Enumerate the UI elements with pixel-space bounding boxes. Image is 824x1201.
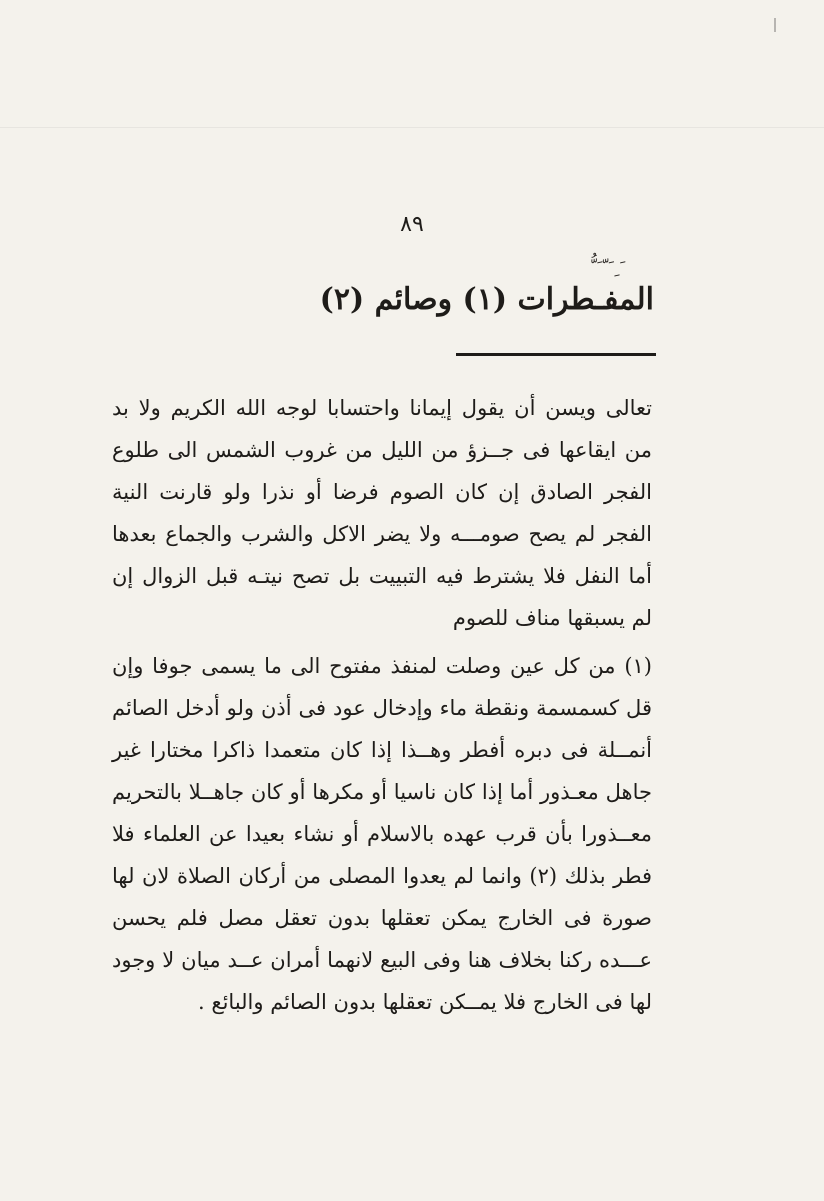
section-heading: المفـطرات (١) وصائم (٢) (319, 282, 654, 317)
edge-mark (774, 18, 776, 32)
footnote-paragraph: (١) من كل عين وصلت لمنفذ مفتوح الى ما يسمى جوفا وإن قل كسمسمة ونقطة ماء وإدخال عود فى أذن ولو أدخل الصائم أنمــلة فى دبره أفطر وهــذا إذا كان متعمدا ذاكرا مختارا غير جاهل معـذور أما إذا كان ناسيا أو مكرها أو كان جاهــلا بالتحريم معــذورا بأن قرب عهده بالاسلام أو نشاء بعيدا عن العلماء فلا فطر بذلك (٢) وانما لم يعدوا المصلى من أركان الصلاة لان لها صورة فى الخارج يمكن تعقلها بدون تعقل مصل فلم يحسن عـــده ركنا بخلاف هنا وفى البيع لانهما أمران عــد ميان لا وجود لها فى الخارج فلا يمــكن تعقلها بدون الصائم والبائع . (112, 654, 652, 1014)
main-paragraph: تعالى ويسن أن يقول إيمانا واحتسابا لوجه الله الكريم ولا بد من ايقاعها فى جــزؤ من الليل من غروب الشمس الى طلوع الفجر الصادق إن كان الصوم فرضا أو نذرا ولو قارنت النية الفجر لم يصح صومـــه ولا يضر الاكل والشرب والجماع بعدها أما النفل فلا يشترط فيه التبييت بل تصح نيتـه قبل الزوال إن لم يسبقها مناف للصوم (112, 396, 652, 630)
page-crease (0, 127, 824, 128)
heading-diacritics: ُ ّ َ ّ َ ِ َ (589, 258, 624, 279)
heading-rule (456, 353, 656, 356)
page-number: ٨٩ (400, 212, 424, 237)
